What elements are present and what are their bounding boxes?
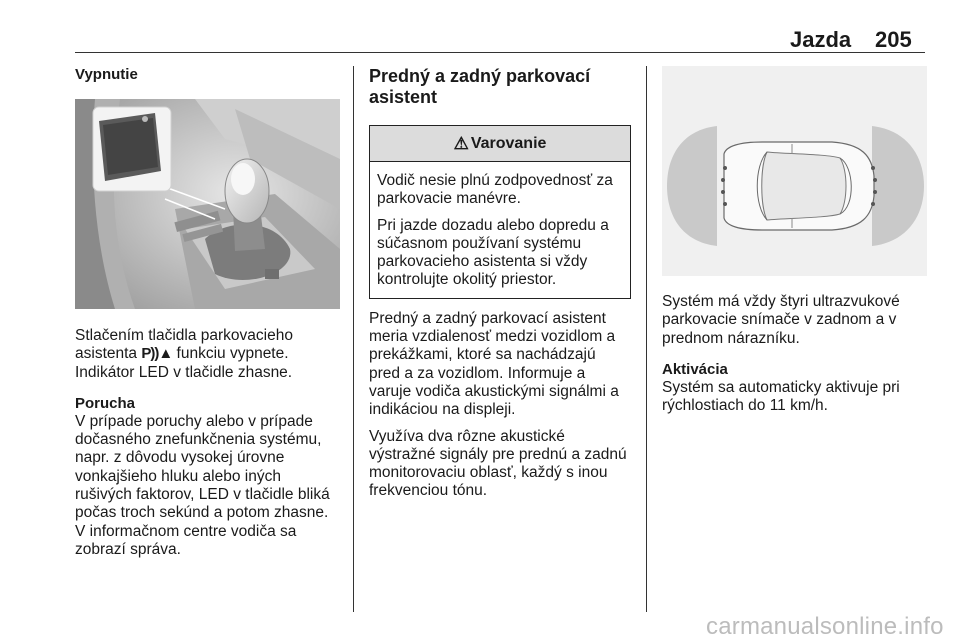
section-heading-parking-assist [369,66,632,108]
warning-paragraph [377,217,624,290]
paragraph-porucha [75,413,340,559]
text-line: V prípade poruchy alebo v prípade [75,412,313,430]
warning-body [370,162,630,298]
paragraph-sensors [662,293,927,348]
text-line: indikáciou na displeji. [369,401,516,419]
park-assist-icon-waves: ))▲ [150,345,173,363]
text-line: výstražné signály pre prednú a zadnú [369,445,627,463]
park-assist-icon: P [141,345,151,363]
header-rule [75,52,925,53]
header-title: Jazda [790,27,852,52]
text-line: prednom nárazníku. [662,329,800,347]
text-line: vonkajšieho hluku alebo iných [75,467,281,485]
text-line: parkovacie manévre. [377,190,521,208]
text-line: parkovacieho asistenta si vždy [377,253,588,271]
watermark: carmanualsonline.info [706,613,944,640]
text-line: parkovacie snímače v zadnom a v [662,311,897,329]
text-line: prekážkami, ktoré sa nachádzajú [369,346,596,364]
warning-title: Varovanie [470,134,547,152]
text-line: V informačnom centre vodiča sa [75,522,297,540]
warning-triangle-icon: ⚠ [453,133,469,153]
section-heading-aktivacia: Aktivácia [662,360,728,378]
text-line: Vodič nesie plnú zodpovednosť za [377,172,613,189]
text-line: Predný a zadný parkovací asistent [369,309,606,327]
section-heading-porucha: Porucha [75,394,136,412]
text-line: Využíva dva rôzne akustické [369,427,565,445]
text-line: Pri jazde dozadu alebo dopredu a [377,216,609,234]
paragraph-signals [369,428,632,501]
section-heading-vypnutie: Vypnutie [75,66,138,83]
text-line: Indikátor LED v tlačidle zhasne. [75,363,293,381]
paragraph-description [369,310,632,420]
text-line: kontrolujte okolitý priestor. [377,271,557,289]
text-line: varuje vodiča akustickými signálmi a [369,382,619,400]
text-line: počas troch sekúnd a potom zhasne. [75,504,329,522]
text-line: meria vzdialenosť medzi vozidlom a [369,328,616,346]
text-line: rýchlostiach do 11 km/h. [662,397,828,415]
gear-shifter-illustration [75,99,340,309]
text-line: Systém má vždy štyri ultrazvukové [662,293,900,310]
paragraph-vypnutie [75,327,340,382]
column-right [662,66,927,415]
warning-paragraph [377,172,624,209]
text-line: Systém sa automaticky aktivuje pri [662,378,900,396]
text-line: asistenta [75,345,138,363]
warning-header [370,126,630,162]
text-line: rušivých faktorov, LED v tlačidle bliká [75,486,330,504]
page-number: 205 [875,27,912,52]
text-line: pred a za vozidlom. Informuje a [369,364,586,382]
text-line: zobrazí správa. [75,540,181,558]
text-line: asistent [369,87,438,107]
column-divider [646,66,647,612]
paragraph-aktivacia [662,379,927,416]
column-left [75,66,340,559]
warning-box [369,125,631,299]
text-line: Predný a zadný parkovací [369,66,591,86]
column-divider [353,66,354,612]
text-line: monitorovaciu oblasť, každý s inou [369,464,608,482]
text-line: súčasnom používaní systému [377,234,582,252]
car-sensor-diagram [662,66,927,276]
text-line: frekvenciou tónu. [369,482,488,500]
text-line: funkciu vypnete. [176,345,289,363]
text-line: Stlačením tlačidla parkovacieho [75,327,293,344]
page-header [0,0,960,54]
text-line: napr. z dôvodu vysokej úrovne [75,449,285,467]
column-middle [369,66,632,501]
text-line: dočasného znefunkčnenia systému, [75,431,322,449]
